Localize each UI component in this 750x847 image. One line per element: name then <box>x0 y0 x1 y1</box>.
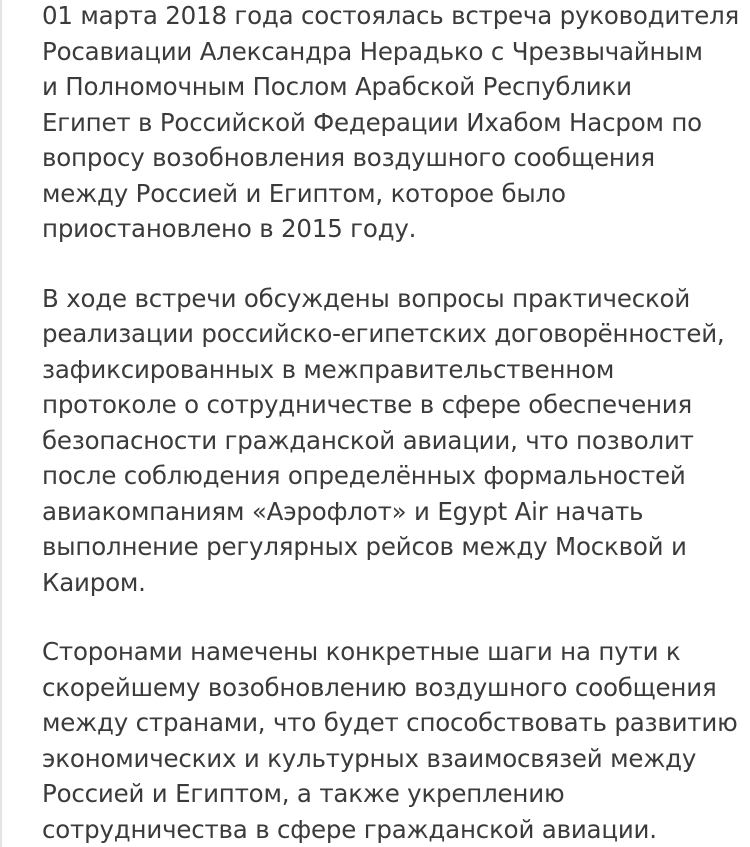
article-body <box>42 0 740 847</box>
paragraph-line: Сторонами намечены конкретные шаги на пути к <box>42 637 681 666</box>
paragraph-line: В ходе встречи обсуждены вопросы практической <box>42 283 691 313</box>
paragraph-line: зафиксированных в межправительственном <box>42 354 615 384</box>
paragraph-line: реализации российско-египетских договорённостей, <box>42 319 725 348</box>
paragraph-line: между Россией и Египтом, которое было <box>42 178 566 208</box>
paragraph-line: выполнение регулярных рейсов между Москвой и <box>42 532 687 561</box>
paragraph-line: между странами, что будет способствовать развитию <box>42 708 738 737</box>
paragraph-line: 01 марта 2018 года состоялась встреча руководителя <box>42 1 740 30</box>
paragraph-line: вопросу возобновления воздушного сообщения <box>42 143 655 172</box>
paragraph-line: и Полномочным Послом Арабской Республики <box>42 72 632 101</box>
paragraph-line: протоколе о сотрудничестве в сфере обеспечения <box>42 390 693 419</box>
paragraph-line: после соблюдения определённых формальностей <box>42 461 686 490</box>
paragraph-line: Росавиации Александра Нерадько с Чрезвычайным <box>42 36 703 66</box>
paragraph-line: приостановлено в 2015 году. <box>42 214 417 243</box>
paragraph-next-steps <box>42 634 738 847</box>
paragraph-discussion <box>42 281 732 601</box>
paragraph-line: Каиром. <box>42 567 146 597</box>
paragraph-line: Египет в Российской Федерации Ихабом Насром по <box>42 107 702 137</box>
paragraph-line: сотрудничества в сфере гражданской авиации. <box>42 814 657 844</box>
paragraph-line: скорейшему возобновлению воздушного сообщения <box>42 672 717 702</box>
paragraph-line: экономических и культурных взаимосвязей между <box>42 743 697 773</box>
paragraph-line: безопасности гражданской авиации, что позволит <box>42 425 694 455</box>
paragraph-meeting <box>42 0 740 247</box>
paragraph-line: Россией и Египтом, а также укреплению <box>42 779 565 808</box>
paragraph-line: авиакомпаниям «Аэрофлот» и Egypt Air начать <box>42 496 644 526</box>
